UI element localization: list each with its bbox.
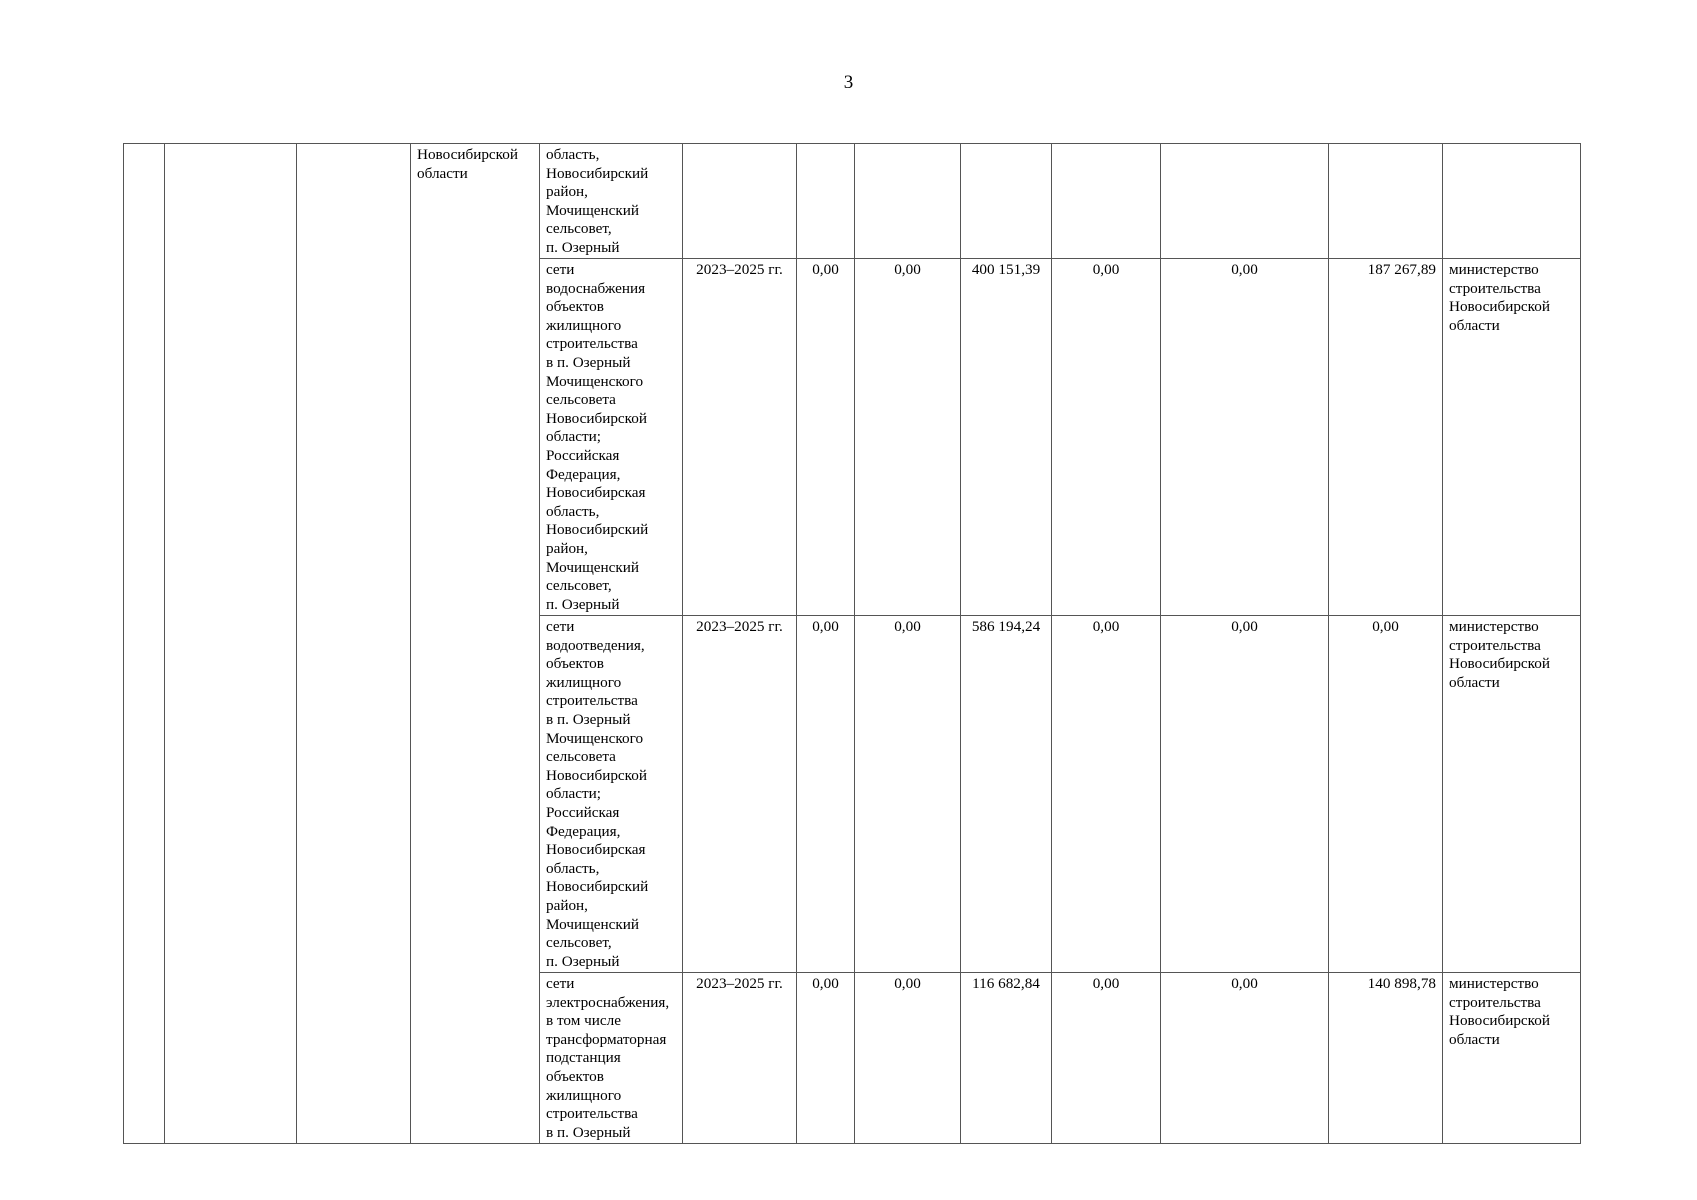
cell-object-description: сети водоснабжения объектов жилищного строительства в п. Озерный Мочищенского сельсовета Новосибирской области; Российская Федерация, Новосибирская область, Новосибирский район, Мочищенский сельсовет, п. Озерный [540, 259, 683, 616]
cell-responsible: министерство строительства Новосибирской области [1443, 616, 1581, 973]
cell-value: 0,00 [797, 616, 855, 973]
cell-object-description: сети водоотведения, объектов жилищного строительства в п. Озерный Мочищенского сельсовета Новосибирской области; Российская Федерация, Новосибирская область, Новосибирский район, Мочищенский сельсовет, п. Озерный [540, 616, 683, 973]
cell-empty [1052, 144, 1161, 259]
cell-responsible: министерство строительства Новосибирской области [1443, 259, 1581, 616]
cell-value: 0,00 [1052, 616, 1161, 973]
cell-value: 0,00 [797, 973, 855, 1144]
cell-value: 586 194,24 [961, 616, 1052, 973]
cell-period: 2023–2025 гг. [683, 616, 797, 973]
cell-object-description: сети электроснабжения, в том числе трансформаторная подстанция объектов жилищного строительства в п. Озерный [540, 973, 683, 1144]
cell-value: 0,00 [855, 259, 961, 616]
cell-value: 0,00 [1329, 616, 1443, 973]
cell-value: 0,00 [1161, 616, 1329, 973]
cell-value: 140 898,78 [1329, 973, 1443, 1144]
cell-value: 0,00 [855, 973, 961, 1144]
cell-value: 0,00 [1161, 259, 1329, 616]
cell-empty [797, 144, 855, 259]
cell-value: 400 151,39 [961, 259, 1052, 616]
cell-value: 0,00 [797, 259, 855, 616]
cell-number [124, 144, 165, 1144]
cell-responsible: министерство строительства Новосибирской области [1443, 973, 1581, 1144]
cell-empty [1443, 144, 1581, 259]
cell-value: 0,00 [855, 616, 961, 973]
cell-program [165, 144, 297, 1144]
cell-empty [1161, 144, 1329, 259]
cell-value: 187 267,89 [1329, 259, 1443, 616]
cell-value: 116 682,84 [961, 973, 1052, 1144]
program-table [123, 143, 1581, 1144]
cell-empty [683, 144, 797, 259]
cell-empty [1329, 144, 1443, 259]
cell-value: 0,00 [1052, 259, 1161, 616]
cell-empty [855, 144, 961, 259]
cell-empty [961, 144, 1052, 259]
table-row [124, 144, 1581, 259]
cell-value: 0,00 [1161, 973, 1329, 1144]
cell-organization: Новосибирской области [411, 144, 540, 1144]
cell-value: 0,00 [1052, 973, 1161, 1144]
cell-location-continuation: область, Новосибирский район, Мочищенский сельсовет, п. Озерный [540, 144, 683, 259]
cell-period: 2023–2025 гг. [683, 973, 797, 1144]
page-number: 3 [843, 72, 854, 93]
cell-task [297, 144, 411, 1144]
cell-period: 2023–2025 гг. [683, 259, 797, 616]
